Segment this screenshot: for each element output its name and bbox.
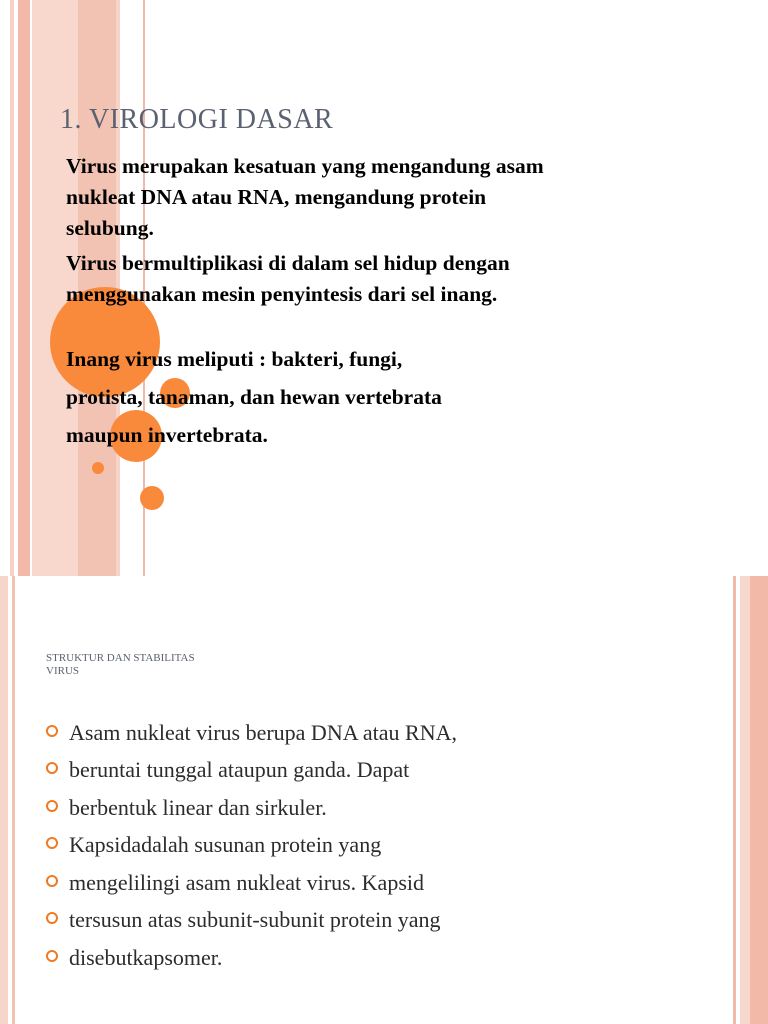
body-line: nukleat DNA atau RNA, mengandung protein <box>66 185 487 209</box>
bullet-text: Asam nukleat virus berupa DNA atau RNA, <box>69 719 457 745</box>
bullet-text: Kapsidadalah susunan protein yang <box>69 832 382 858</box>
bullet-list <box>46 714 457 977</box>
bullet-ring-icon <box>46 950 58 962</box>
bullet-text: beruntai tunggal ataupun ganda. Dapat <box>69 757 410 783</box>
subtitle-line: STRUKTUR DAN STABILITAS <box>46 652 195 664</box>
decor-circle-small <box>140 486 164 510</box>
body-line: Inang virus meliputi : bakteri, fungi, <box>66 347 403 371</box>
body-line: selubung. <box>66 216 154 240</box>
list-item <box>46 939 457 977</box>
list-item <box>46 752 457 790</box>
bullet-text: berbentuk linear dan sirkuler. <box>69 794 327 820</box>
slide-title: 1. VIROLOGI DASAR <box>60 104 334 135</box>
bullet-ring-icon <box>46 725 58 737</box>
slide-2 <box>0 576 768 1024</box>
decor-stripe <box>740 576 750 1024</box>
decor-stripe <box>18 0 30 576</box>
bullet-text: disebutkapsomer. <box>69 944 223 970</box>
body-line: menggunakan mesin penyintesis dari sel inang. <box>66 282 498 306</box>
bullet-text: mengelilingi asam nukleat virus. Kapsid <box>69 869 424 895</box>
body-line: maupun invertebrata. <box>66 423 268 447</box>
list-item <box>46 789 457 827</box>
list-item <box>46 714 457 752</box>
decor-stripe <box>750 576 768 1024</box>
decor-stripe <box>733 576 736 1024</box>
bullet-ring-icon <box>46 875 58 887</box>
decor-stripe <box>0 576 8 1024</box>
decor-stripe <box>10 0 14 576</box>
list-item <box>46 827 457 865</box>
bullet-ring-icon <box>46 762 58 774</box>
decor-stripe <box>12 576 15 1024</box>
bullet-ring-icon <box>46 800 58 812</box>
subtitle-line: VIRUS <box>46 665 80 677</box>
body-line: Virus merupakan kesatuan yang mengandung asam <box>66 154 544 178</box>
bullet-ring-icon <box>46 837 58 849</box>
bullet-text: tersusun atas subunit-subunit protein yang <box>69 907 441 933</box>
decor-circle-dot <box>92 462 104 474</box>
slide-subtitle <box>46 652 195 678</box>
body-line: protista, tanaman, dan hewan vertebrata <box>66 385 442 409</box>
list-item <box>46 864 457 902</box>
bullet-ring-icon <box>46 912 58 924</box>
body-line: Virus bermultiplikasi di dalam sel hidup dengan <box>66 251 510 275</box>
list-item <box>46 902 457 940</box>
slide-body <box>66 151 666 454</box>
